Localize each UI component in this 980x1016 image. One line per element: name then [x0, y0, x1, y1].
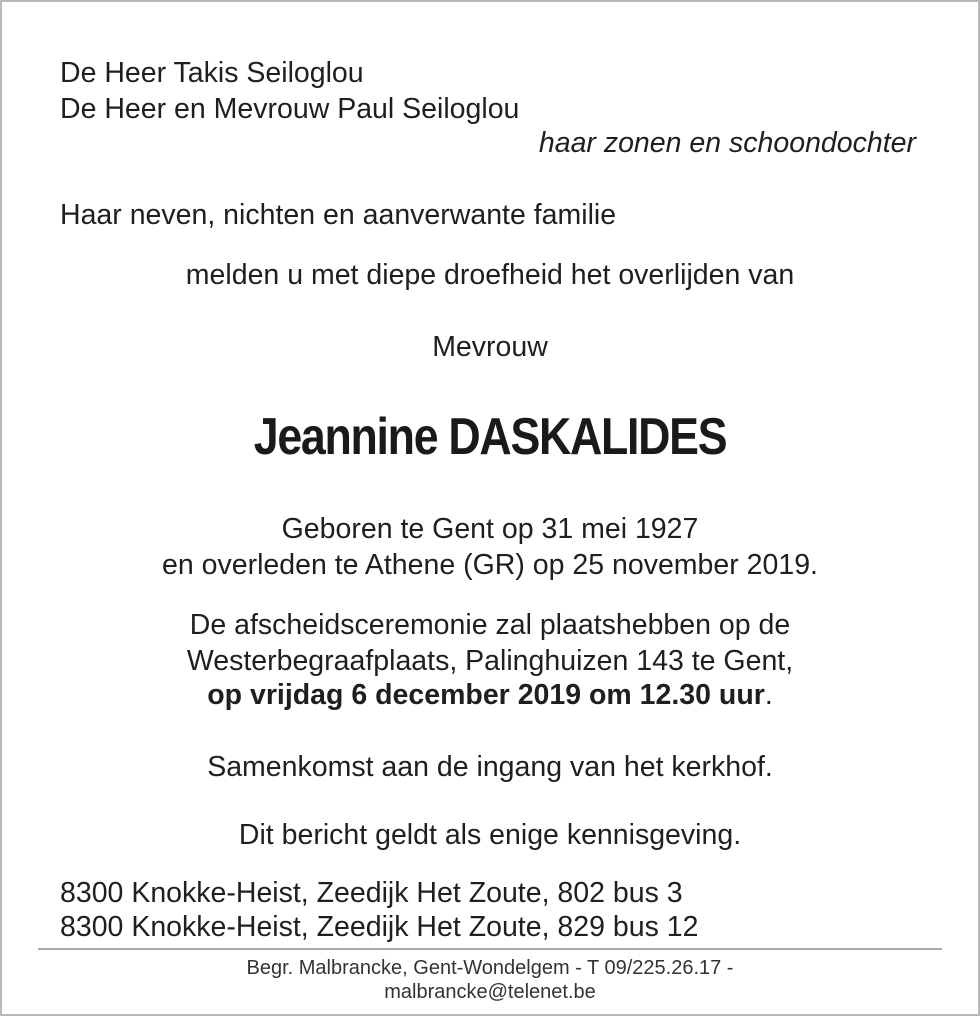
deceased-title: Mevrouw — [432, 331, 548, 363]
funeral-home-contact: Begr. Malbrancke, Gent-Wondelgem - T 09/225.26.17 - — [246, 957, 734, 979]
death-details: en overleden te Athene (GR) op 25 november 2019. — [162, 549, 818, 581]
family-relation: haar zonen en schoondochter — [538, 127, 916, 159]
address-line-2: 8300 Knokke-Heist, Zeedijk Het Zoute, 829 bus 12 — [60, 911, 699, 943]
announcement-intro: melden u met diepe droefheid het overlijden van — [185, 259, 795, 291]
ceremony-line-2: Westerbegraafplaats, Palinghuizen 143 te Gent, — [186, 645, 794, 677]
extended-family: Haar neven, nichten en aanverwante familie — [60, 199, 617, 231]
deceased-name: Jeannine DASKALIDES — [253, 408, 727, 466]
meeting-point: Samenkomst aan de ingang van het kerkhof. — [207, 751, 773, 783]
notice-statement: Dit bericht geldt als enige kennisgeving. — [238, 819, 742, 851]
family-line-2: De Heer en Mevrouw Paul Seiloglou — [60, 93, 520, 125]
funeral-home-email: malbrancke@telenet.be — [384, 981, 596, 1003]
ceremony-datetime-period: . — [764, 679, 773, 711]
ceremony-datetime-line — [2, 678, 978, 712]
family-line-1: De Heer Takis Seiloglou — [60, 57, 364, 89]
footer-divider — [38, 948, 942, 950]
ceremony-datetime: op vrijdag 6 december 2019 om 12.30 uur — [207, 679, 765, 711]
ceremony-line-1: De afscheidsceremonie zal plaatshebben op de — [189, 609, 791, 641]
address-line-1: 8300 Knokke-Heist, Zeedijk Het Zoute, 802 bus 3 — [60, 877, 683, 909]
birth-details: Geboren te Gent op 31 mei 1927 — [281, 513, 699, 545]
